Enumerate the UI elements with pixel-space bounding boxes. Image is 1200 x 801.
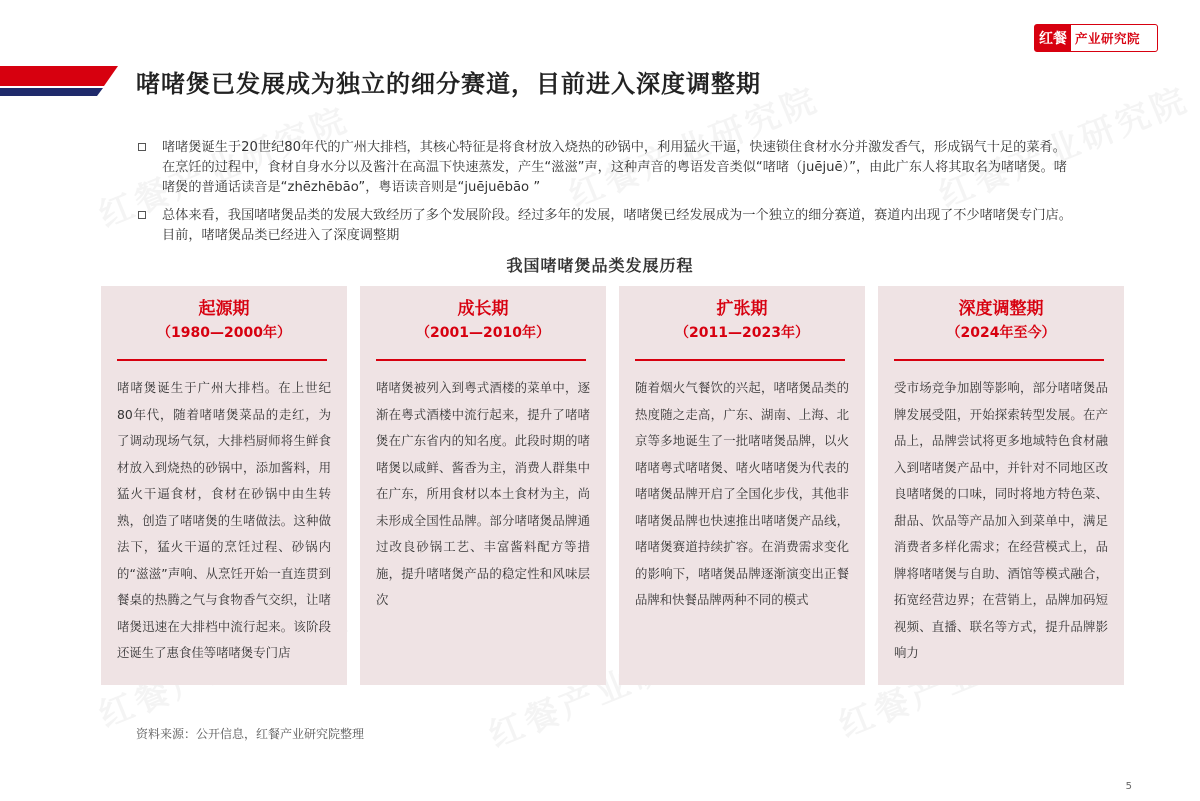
stage-name: 深度调整期 — [958, 299, 1044, 319]
stage-card-origin — [101, 286, 347, 685]
stage-period: （2024年至今） — [946, 325, 1056, 341]
stage-description: 随着烟火气餐饮的兴起，啫啫煲品类的热度随之走高，广东、湖南、上海、北京等多地诞生了一批啫啫煲品牌，以火啫啫粤式啫啫煲、啫火啫啫煲为代表的啫啫煲品牌开启了全国化步伐，其他非啫啫煲品牌也快速推出啫啫煲产品线，啫啫煲赛道持续扩容。在消费需求变化的影响下，啫啫煲品牌逐渐演变出正餐品牌和快餐品牌两种不同的模式 — [635, 380, 849, 607]
stage-period: （1980—2000年） — [157, 325, 291, 341]
stage-card-adjustment — [878, 286, 1124, 685]
stage-name: 起源期 — [198, 299, 250, 319]
page-title: 啫啫煲已发展成为独立的细分赛道，目前进入深度调整期 — [136, 70, 761, 98]
title-accent-bar — [0, 66, 118, 98]
bullet-text: 啫啫煲诞生于20世纪80年代的广州大排档，其核心特征是将食材放入烧热的砂锅中，利用猛火干逼，快速锁住食材水分并激发香气，形成锅气十足的菜肴。在烹饪的过程中，食材自身水分以及酱汁在高温下快速蒸发，产生“滋滋”声，这种声音的粤语发音类似“啫啫（juējuē）”，由此广东人将其取名为啫啫煲。啫啫煲的普通话读音是“zhēzhēbāo”，粤语读音则是“juējuēbāo ” — [162, 140, 1067, 195]
stage-card-expansion — [619, 286, 865, 685]
stage-name: 扩张期 — [716, 299, 768, 319]
page-number: 5 — [1125, 781, 1132, 792]
logo-mark: 红餐 — [1035, 25, 1071, 51]
section-heading: 我国啫啫煲品类发展历程 — [506, 256, 694, 275]
stage-divider — [117, 359, 327, 361]
square-bullet-icon — [138, 143, 146, 151]
stage-divider — [635, 359, 845, 361]
stage-period: （2011—2023年） — [675, 325, 809, 341]
stage-description: 啫啫煲诞生于广州大排档。在上世纪80年代，随着啫啫煲菜品的走红，为了调动现场气氛，大排档厨师将生鲜食材放入到烧热的砂锅中，添加酱料，用猛火干逼食材，食材在砂锅中由生转熟，创造了啫啫煲的生啫做法。这种做法下，猛火干逼的烹饪过程、砂锅内的“滋滋”声响、从烹饪开始一直连贯到餐桌的热腾之气与食物香气交织，让啫啫煲迅速在大排档中流行起来。该阶段还诞生了惠食佳等啫啫煲专门店 — [117, 380, 331, 660]
stage-name: 成长期 — [457, 299, 509, 319]
square-bullet-icon — [138, 211, 146, 219]
stage-period: （2001—2010年） — [416, 325, 550, 341]
bullet-text: 总体来看，我国啫啫煲品类的发展大致经历了多个发展阶段。经过多年的发展，啫啫煲已经发展成为一个独立的细分赛道，赛道内出现了不少啫啫煲专门店。目前，啫啫煲品类已经进入了深度调整期 — [162, 208, 1072, 243]
bullet-list — [136, 138, 1076, 254]
stage-divider — [894, 359, 1104, 361]
logo-name: 产业研究院 — [1075, 31, 1141, 46]
stage-card-growth — [360, 286, 606, 685]
stage-divider — [376, 359, 586, 361]
stage-description: 啫啫煲被列入到粤式酒楼的菜单中，逐渐在粤式酒楼中流行起来，提升了啫啫煲在广东省内的知名度。此段时期的啫啫煲以咸鲜、酱香为主，消费人群集中在广东，所用食材以本土食材为主，尚未形成全国性品牌。部分啫啫煲品牌通过改良砂锅工艺、丰富酱料配方等措施，提升啫啫煲产品的稳定性和风味层次 — [376, 380, 590, 607]
source-note: 资料来源：公开信息，红餐产业研究院整理 — [136, 727, 365, 741]
bullet-item — [136, 206, 1076, 246]
bullet-item — [136, 138, 1076, 198]
stage-description: 受市场竞争加剧等影响，部分啫啫煲品牌发展受阻，开始探索转型发展。在产品上，品牌尝试将更多地域特色食材融入到啫啫煲产品中，并针对不同地区改良啫啫煲的口味，同时将地方特色菜、甜品、饮品等产品加入到菜单中，满足消费者多样化需求；在经营模式上，品牌将啫啫煲与自助、酒馆等模式融合，拓宽经营边界；在营销上，品牌加码短视频、直播、联名等方式，提升品牌影响力 — [894, 380, 1108, 660]
brand-logo — [1034, 24, 1158, 52]
